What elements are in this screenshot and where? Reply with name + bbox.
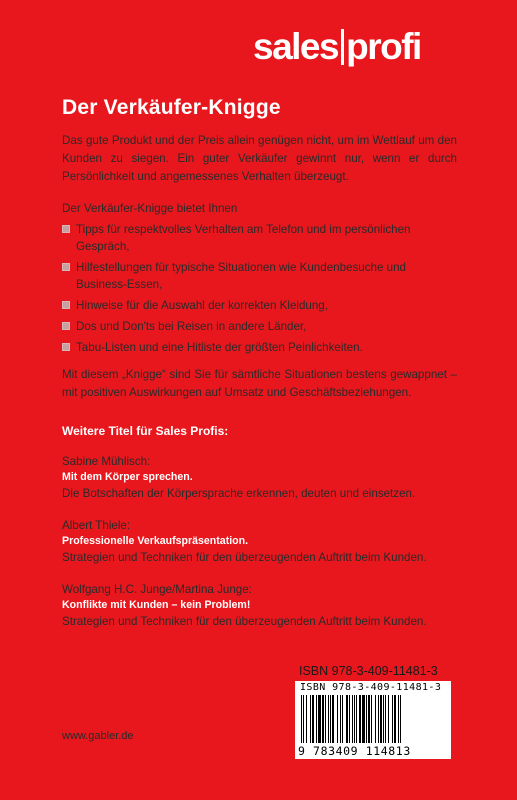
bullet-square-icon xyxy=(62,322,70,330)
bullets-lead: Der Verkäufer-Knigge bietet Ihnen xyxy=(62,202,238,215)
list-item: Hilfestellungen für typische Situationen wie Kundenbesuche und Business-Essen, xyxy=(62,259,457,293)
related-author: Albert Thiele: xyxy=(62,519,131,532)
intro-paragraph: Das gute Produkt und der Preis allein genügen nicht, um im Wettlauf um den Kunden zu siegen. Ein guter Verkäufer gewinnt nur, wenn er durch Persönlichkeit und angemessenes Verhalten überzeugt. xyxy=(62,134,457,183)
barcode-isbn-text: ISBN 978-3-409-11481-3 xyxy=(300,682,442,693)
bullet-square-icon xyxy=(62,343,70,351)
barcode-digits: 9 783409 114813 xyxy=(298,744,411,758)
related-title xyxy=(62,517,457,567)
logo-divider xyxy=(341,29,344,65)
related-book-title: Konflikte mit Kunden – kein Problem! xyxy=(62,599,251,611)
bullet-square-icon xyxy=(62,263,70,271)
list-item: Tipps für respektvolles Verhalten am Telefon und im persönlichen Gespräch, xyxy=(62,221,457,255)
related-book-title: Professionelle Verkaufspräsentation. xyxy=(62,535,249,547)
more-titles-heading: Weitere Titel für Sales Profis: xyxy=(62,424,229,438)
related-title xyxy=(62,581,457,631)
related-title xyxy=(62,453,457,503)
isbn-barcode xyxy=(295,681,451,759)
barcode-bars-icon xyxy=(301,695,445,743)
logo-sales: sales xyxy=(253,26,339,67)
summary-paragraph: Mit diesem „Knigge“ sind Sie für sämtliche Situationen bestens gewappnet – mit positiven Auswirkungen auf Umsatz und Geschäftsbeziehungen. xyxy=(62,368,457,399)
list-item: Hinweise für die Auswahl der korrekten Kleidung, xyxy=(62,297,457,314)
related-description: Die Botschaften der Körpersprache erkennen, deuten und einsetzen. xyxy=(62,487,416,500)
isbn-label: ISBN 978-3-409-11481-3 xyxy=(299,664,438,678)
publisher-url: www.gabler.de xyxy=(62,730,134,742)
back-cover-text xyxy=(62,96,457,645)
logo-profi: profi xyxy=(346,26,421,67)
related-description: Strategien und Techniken für den überzeugenden Auftritt beim Kunden. xyxy=(62,551,427,564)
benefits-list xyxy=(62,221,457,356)
publisher-logo xyxy=(253,28,421,66)
list-item: Tabu-Listen und eine Hitliste der größten Peinlichkeiten. xyxy=(62,339,457,356)
book-title: Der Verkäufer-Knigge xyxy=(62,96,281,119)
related-author: Sabine Mühlisch: xyxy=(62,455,151,468)
bullet-square-icon xyxy=(62,301,70,309)
related-author: Wolfgang H.C. Junge/Martina Junge: xyxy=(62,583,252,596)
related-book-title: Mit dem Körper sprechen. xyxy=(62,471,193,483)
related-description: Strategien und Techniken für den überzeugenden Auftritt beim Kunden. xyxy=(62,615,427,628)
bullet-square-icon xyxy=(62,225,70,233)
list-item: Dos und Don'ts bei Reisen in andere Länder, xyxy=(62,318,457,335)
